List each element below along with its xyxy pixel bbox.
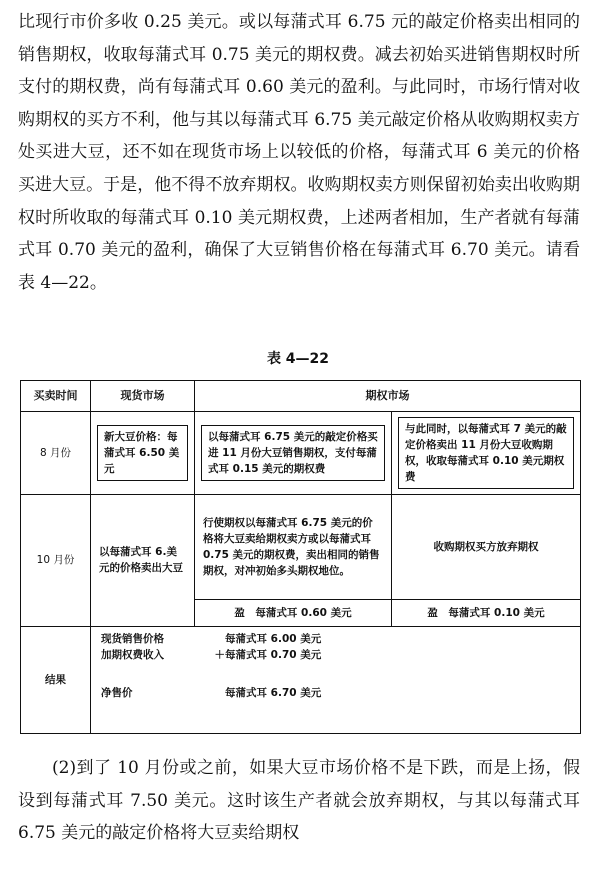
- result-net-row: [91, 685, 580, 701]
- result-plus-sign: ＋: [214, 648, 225, 661]
- cell-profit-b: 盈 每蒲式耳 0.10 美元: [392, 599, 581, 626]
- cell-option-a-august: [195, 412, 392, 495]
- cell-result-label: 结果: [21, 626, 91, 733]
- cell-time-august: 8 月份: [21, 412, 91, 495]
- cell-spot-august: [91, 412, 195, 495]
- table-row-october: [21, 495, 581, 600]
- cell-profit-a: 盈 每蒲式耳 0.60 美元: [195, 599, 392, 626]
- table-row-result: [21, 626, 581, 733]
- result-net-value: 每蒲式耳 6.70 美元: [225, 686, 322, 699]
- cell-result-body: [91, 626, 581, 733]
- option-b-august-text: 与此同时，以每蒲式耳 7 美元的敲定价格卖出 11 月份大豆收购期权，收取每蒲式耳 0.10 美元期权费: [398, 417, 574, 489]
- result-premium-label: 加期权费收入: [101, 648, 164, 661]
- spot-august-text: 新大豆价格：每蒲式耳 6.50 美元: [97, 425, 188, 481]
- table-caption: 表 4—22: [266, 351, 330, 367]
- table-row-august: [21, 412, 581, 495]
- header-time: 买卖时间: [21, 381, 91, 412]
- result-spot-price-label: 现货销售价格: [101, 632, 164, 645]
- hedging-table: [20, 380, 581, 734]
- result-spot-price-row: [91, 631, 580, 647]
- option-a-august-text: 以每蒲式耳 6.75 美元的敲定价格买进 11 月份大豆销售期权，支付每蒲式耳 0.15 美元的期权费: [201, 425, 385, 481]
- result-spot-price-value: 每蒲式耳 6.00 美元: [225, 632, 322, 645]
- cell-spot-october: [91, 495, 195, 627]
- header-spot-market: 现货市场: [91, 381, 195, 412]
- table-header-row: [21, 381, 581, 412]
- cell-time-october: 10 月份: [21, 495, 91, 627]
- header-option-market: 期权市场: [195, 381, 581, 412]
- cell-option-b-august: [392, 412, 581, 495]
- cell-option-b-october: [392, 495, 581, 600]
- spot-october-text: 以每蒲式耳 6.美元的价格卖出大豆: [99, 546, 183, 575]
- result-premium-value: 每蒲式耳 0.70 美元: [225, 648, 322, 661]
- body-paragraph-bottom: (2)到了 10 月份或之前，如果大豆市场价格不是下跌，而是上扬，假设到每蒲式耳 7.50 美元。这时该生产者就会放弃期权，与其以每蒲式耳 6.75 美元的敲定价格将大豆卖给期权: [18, 758, 580, 844]
- result-premium-row: [91, 647, 580, 663]
- option-a-october-text: 行使期权以每蒲式耳 6.75 美元的价格将大豆卖给期权卖方或以每蒲式耳 0.75 美元的期权费，卖出相同的销售期权，对冲初始多头期权地位。: [203, 516, 380, 577]
- body-paragraph-top: 比现行市价多收 0.25 美元。或以每蒲式耳 6.75 元的敲定价格卖出相同的销售期权，收取每蒲式耳 0.75 美元的期权费。减去初始买进销售期权时所支付的期权费，尚有每蒲式耳 0.60 美元的盈利。与此同时，市场行情对收购期权的买方不利，他与其以每蒲式耳 6.75 美元敲定价格从收购期权卖方处买进大豆，还不如在现货市场上以较低的价格，每蒲式耳 6 美元的价格买进大豆。于是，他不得不放弃期权。收购期权卖方则保留初始卖出收购期权时所收取的每蒲式耳 0.10 美元期权费，上述两者相加，生产者就有每蒲式耳 0.70 美元的盈利，确保了大豆销售价格在每蒲式耳 6.70 美元。请看表 4—22。: [18, 12, 580, 293]
- cell-option-a-october: [195, 495, 392, 600]
- option-b-october-text: 收购期权买方放弃期权: [433, 540, 539, 553]
- result-net-label: 净售价: [101, 686, 133, 699]
